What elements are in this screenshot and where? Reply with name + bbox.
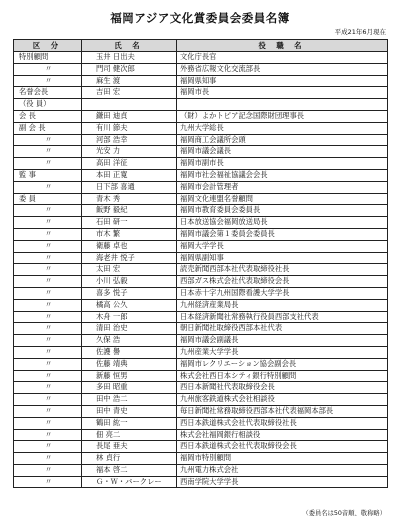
- cell-name: 木舟 一郎: [82, 311, 177, 323]
- cell-name: 高田 洋征: [82, 158, 177, 170]
- cell-name: 吉田 宏: [82, 87, 177, 99]
- table-row: [14, 264, 388, 276]
- cell-name: 佐護 譽: [82, 346, 177, 358]
- table-row: [14, 252, 388, 264]
- table-row: [14, 134, 388, 146]
- cell-category: 〃: [14, 217, 82, 229]
- cell-category: 〃: [14, 382, 82, 394]
- header-name: 氏 名: [82, 40, 177, 52]
- cell-role: 福岡大学学長: [177, 240, 388, 252]
- table-row: [14, 181, 388, 193]
- cell-category: 特別顧問: [14, 52, 82, 64]
- cell-category: 〃: [14, 335, 82, 347]
- cell-category: 〃: [14, 417, 82, 429]
- table-row: [14, 394, 388, 406]
- table-row: [14, 476, 388, 488]
- cell-category: 〃: [14, 405, 82, 417]
- cell-name: [82, 99, 177, 111]
- cell-category: 〃: [14, 252, 82, 264]
- cell-category: 〃: [14, 323, 82, 335]
- cell-name: 清田 治史: [82, 323, 177, 335]
- cell-role: 西日本鉄道株式会社代表取締役社長: [177, 417, 388, 429]
- table-row: [14, 441, 388, 453]
- cell-name: 小川 弘毅: [82, 276, 177, 288]
- cell-role: 西南学院大学学長: [177, 476, 388, 488]
- cell-category: 〃: [14, 228, 82, 240]
- member-table: [13, 39, 388, 488]
- cell-role: 福岡県副知事: [177, 252, 388, 264]
- cell-category: 〃: [14, 181, 82, 193]
- cell-name: 麻生 渡: [82, 75, 177, 87]
- cell-category: 〃: [14, 158, 82, 170]
- cell-role: 福岡市社会福祉協議会会長: [177, 169, 388, 181]
- cell-role: 九州産業大学学長: [177, 346, 388, 358]
- cell-role: 福岡県知事: [177, 75, 388, 87]
- table-row: [14, 453, 388, 465]
- cell-category: 〃: [14, 134, 82, 146]
- cell-category: 〃: [14, 205, 82, 217]
- document-title: 福岡アジア文化賞委員会委員名簿: [110, 11, 290, 25]
- cell-name: 玉井 日出夫: [82, 52, 177, 64]
- cell-name: 光安 力: [82, 146, 177, 158]
- cell-name: 日下部 喜通: [82, 181, 177, 193]
- cell-role: 西日本鉄道株式会社代表取締役会長: [177, 441, 388, 453]
- cell-role: 福岡市議会議長: [177, 146, 388, 158]
- cell-name: 石田 研一: [82, 217, 177, 229]
- cell-category: 監 事: [14, 169, 82, 181]
- cell-role: 朝日新聞社取締役西部本社代表: [177, 323, 388, 335]
- cell-role: 福岡商工会議所会頭: [177, 134, 388, 146]
- cell-category: 会 長: [14, 110, 82, 122]
- cell-name: 鶴田 紘一: [82, 417, 177, 429]
- cell-role: 福岡文化連盟名誉顧問: [177, 193, 388, 205]
- table-row: [14, 464, 388, 476]
- cell-role: 日本経済新聞社常務執行役員西部支社代表: [177, 311, 388, 323]
- table-row: [14, 429, 388, 441]
- cell-role: 日本放送協会福岡放送局長: [177, 217, 388, 229]
- cell-name: 多田 昭重: [82, 382, 177, 394]
- table-row: [14, 299, 388, 311]
- cell-category: 〃: [14, 429, 82, 441]
- cell-role: 日本赤十字九州国際看護大学学長: [177, 287, 388, 299]
- table-row: [14, 146, 388, 158]
- table-row: [14, 87, 388, 99]
- cell-name: 太田 宏: [82, 264, 177, 276]
- cell-category: 名誉会長: [14, 87, 82, 99]
- table-row: [14, 158, 388, 170]
- cell-role: 九州電力株式会社: [177, 464, 388, 476]
- cell-name: 門司 健次郎: [82, 63, 177, 75]
- cell-category: 〃: [14, 464, 82, 476]
- table-row: [14, 99, 388, 111]
- table-row: [14, 358, 388, 370]
- cell-name: 長尾 亜夫: [82, 441, 177, 453]
- cell-role: 福岡市議会第１委員会委員長: [177, 228, 388, 240]
- cell-role: 福岡市教育委員会委員長: [177, 205, 388, 217]
- table-body: [14, 52, 388, 488]
- cell-category: 〃: [14, 146, 82, 158]
- table-row: [14, 240, 388, 252]
- cell-category: 〃: [14, 453, 82, 465]
- table-header-row: [14, 40, 388, 52]
- cell-category: 〃: [14, 240, 82, 252]
- table-row: [14, 217, 388, 229]
- cell-name: 衛藤 卓也: [82, 240, 177, 252]
- cell-name: Ｇ・Ｗ・バークレー: [82, 476, 177, 488]
- cell-category: 〃: [14, 370, 82, 382]
- footnote: （委員名は50音順、敬称略）: [302, 510, 386, 517]
- cell-name: 田中 浩二: [82, 394, 177, 406]
- table-row: [14, 417, 388, 429]
- cell-name: 福本 啓二: [82, 464, 177, 476]
- cell-name: 市木 繁: [82, 228, 177, 240]
- cell-name: 鎌田 迪貞: [82, 110, 177, 122]
- table-row: [14, 276, 388, 288]
- table-row: [14, 311, 388, 323]
- table-row: [14, 193, 388, 205]
- table-row: [14, 405, 388, 417]
- table-row: [14, 287, 388, 299]
- cell-role: 西部ガス株式会社代表取締役会長: [177, 276, 388, 288]
- cell-role: 福岡市レクリエーション協会副会長: [177, 358, 388, 370]
- cell-category: 〃: [14, 75, 82, 87]
- table-row: [14, 228, 388, 240]
- table-row: [14, 122, 388, 134]
- table-row: [14, 323, 388, 335]
- cell-name: 佐藤 靖典: [82, 358, 177, 370]
- table-row: [14, 205, 388, 217]
- cell-role: 読売新聞西部本社代表取締役社長: [177, 264, 388, 276]
- cell-name: 青木 秀: [82, 193, 177, 205]
- header-category: 区 分: [14, 40, 82, 52]
- cell-role: 九州大学総長: [177, 122, 388, 134]
- cell-role: 西日本新聞社代表取締役会長: [177, 382, 388, 394]
- cell-name: 飯野 毅紀: [82, 205, 177, 217]
- cell-role: 文化庁長官: [177, 52, 388, 64]
- cell-name: 林 貞行: [82, 453, 177, 465]
- table-row: [14, 169, 388, 181]
- table-row: [14, 52, 388, 64]
- cell-role: 九州旅客鉄道株式会社相談役: [177, 394, 388, 406]
- cell-category: 〃: [14, 358, 82, 370]
- cell-name: 海老井 悦子: [82, 252, 177, 264]
- header-role: 役 職 名: [177, 40, 388, 52]
- cell-name: 有川 節夫: [82, 122, 177, 134]
- cell-name: 新藤 恒男: [82, 370, 177, 382]
- cell-category: 〃: [14, 299, 82, 311]
- cell-category: 委 員: [14, 193, 82, 205]
- cell-role: 外務省広報文化交流部長: [177, 63, 388, 75]
- cell-category: 〃: [14, 276, 82, 288]
- cell-name: 佃 亮二: [82, 429, 177, 441]
- cell-category: 〃: [14, 311, 82, 323]
- cell-category: 〃: [14, 63, 82, 75]
- cell-category: 〃: [14, 476, 82, 488]
- cell-category: 〃: [14, 394, 82, 406]
- table-row: [14, 75, 388, 87]
- cell-role: 福岡市特別顧問: [177, 453, 388, 465]
- cell-name: 河部 浩幸: [82, 134, 177, 146]
- cell-name: 橘高 公久: [82, 299, 177, 311]
- cell-category: 〃: [14, 287, 82, 299]
- cell-role: 福岡市副市長: [177, 158, 388, 170]
- cell-category: （役 員）: [14, 99, 82, 111]
- table-row: [14, 382, 388, 394]
- cell-role: 株式会社西日本シティ銀行特別顧問: [177, 370, 388, 382]
- cell-role: 株式会社福岡銀行相談役: [177, 429, 388, 441]
- cell-category: 〃: [14, 346, 82, 358]
- cell-name: 喜多 悦子: [82, 287, 177, 299]
- cell-role: 福岡市議会副議長: [177, 335, 388, 347]
- cell-role: 毎日新聞社常務取締役西部本社代表福岡本部長: [177, 405, 388, 417]
- cell-role: 福岡市会計管理者: [177, 181, 388, 193]
- table-row: [14, 335, 388, 347]
- table-row: [14, 370, 388, 382]
- cell-role: [177, 99, 388, 111]
- cell-name: 本田 正寛: [82, 169, 177, 181]
- cell-role: 九州経済産業局長: [177, 299, 388, 311]
- date-label: 平成21年6月現在: [334, 28, 386, 36]
- cell-name: 久保 浩: [82, 335, 177, 347]
- cell-name: 田中 青史: [82, 405, 177, 417]
- cell-role: （財）よかトピア記念国際財団理事長: [177, 110, 388, 122]
- cell-category: 〃: [14, 264, 82, 276]
- table-row: [14, 63, 388, 75]
- cell-category: 副 会 長: [14, 122, 82, 134]
- cell-category: 〃: [14, 441, 82, 453]
- table-row: [14, 110, 388, 122]
- cell-role: 福岡市長: [177, 87, 388, 99]
- table-row: [14, 346, 388, 358]
